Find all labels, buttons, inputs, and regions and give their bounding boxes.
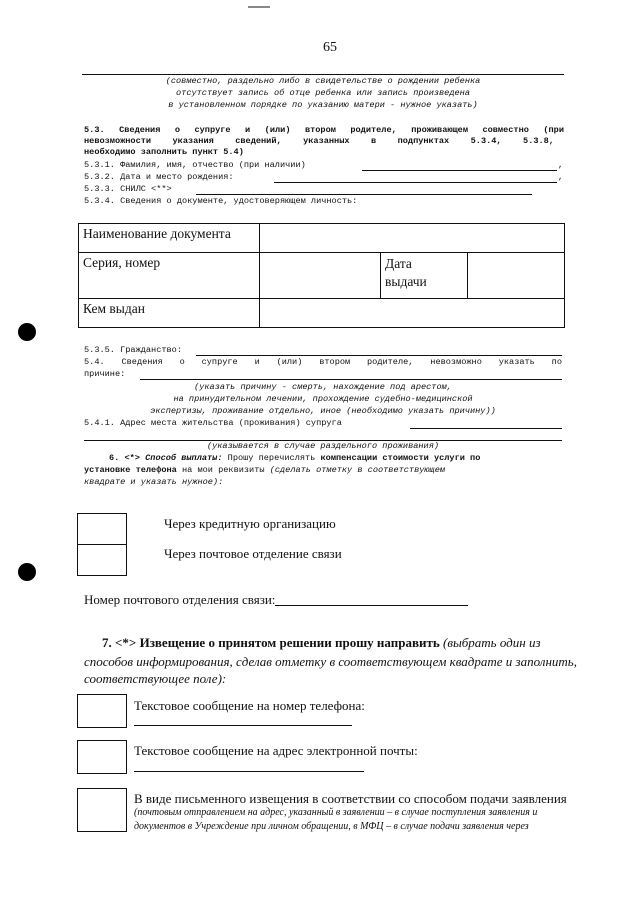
- sec-7-hint-c: соответствующее поле):: [84, 671, 227, 686]
- sec-7-number: 7.: [102, 635, 112, 650]
- written-option-note-2: документов в Учреждение при личном обращении, в МФЦ – в случае подачи заявления через: [134, 821, 529, 832]
- sec-5-4-line-1: 5.4. Сведения о супруге и (или) втором родителе, невозможно указать по: [84, 357, 562, 367]
- phone-line[interactable]: [134, 725, 352, 726]
- document-name-label: Наименование документа: [79, 224, 260, 253]
- field-5-3-1-line[interactable]: [362, 170, 557, 171]
- reason-note-1: (указать причину - смерть, нахождение под арестом,: [194, 382, 452, 392]
- email-checkbox[interactable]: [77, 740, 127, 774]
- sec-7-line-1: [84, 635, 579, 651]
- sec-6-text-d: на мои реквизиты: [182, 465, 265, 475]
- identity-document-table: [78, 223, 565, 328]
- sec-7-title: Извещение о принятом решении прошу направить: [139, 635, 440, 650]
- spouse-address-line[interactable]: [410, 428, 562, 429]
- field-5-3-4-label: 5.3.4. Сведения о документе, удостоверяющем личность:: [84, 196, 358, 206]
- hole-punch-mark: [18, 323, 36, 341]
- issue-date-label: [381, 253, 468, 299]
- credit-org-label: Через кредитную организацию: [164, 516, 336, 531]
- sec-6-number: 6. <*>: [109, 453, 140, 463]
- issue-date-cell[interactable]: [468, 253, 565, 299]
- field-5-3-1-label: 5.3.1. Фамилия, имя, отчество (при наличии): [84, 160, 306, 170]
- issued-by-cell[interactable]: [260, 299, 565, 328]
- post-office-checkbox[interactable]: [77, 544, 127, 576]
- phone-option-label: Текстовое сообщение на номер телефона:: [134, 698, 365, 713]
- email-line[interactable]: [134, 771, 364, 772]
- field-5-3-3-line[interactable]: [196, 194, 532, 195]
- citizenship-label: 5.3.5. Гражданство:: [84, 345, 182, 355]
- field-5-3-2-label: 5.3.2. Дата и место рождения:: [84, 172, 234, 182]
- sec-6-text-b: компенсации стоимости услуги по: [320, 453, 481, 463]
- sec-7-hint-b: способов информирования, сделав отметку в соответствующем квадрате и заполнить,: [84, 654, 577, 669]
- credit-org-checkbox[interactable]: [77, 513, 127, 545]
- reason-note-2: на принудительном лечении, прохождение судебно-медицинской: [173, 394, 473, 404]
- issue-date-label-1: Дата: [385, 256, 412, 271]
- post-number-label: Номер почтового отделения связи:: [84, 592, 276, 607]
- sec-5-3-title-line-2: невозможности указания сведений, указанных в подпунктах 5.3.4, 5.3.8,: [84, 136, 554, 146]
- sec-7-marker: <*>: [115, 635, 137, 650]
- reason-note-3: экспертизы, проживание отдельно, иное (необходимо указать причину)): [150, 406, 496, 416]
- written-option-label: В виде письменного извещения в соответствии со способом подачи заявления: [134, 791, 567, 806]
- sec-6-title: Способ выплаты:: [145, 453, 223, 463]
- header-note-line-3: в установленном порядке по указанию матери - нужное указать): [168, 100, 478, 110]
- issue-date-label-2: выдачи: [385, 274, 427, 289]
- sec-6-text-a: Прошу перечислять: [227, 453, 316, 463]
- sec-6-text-c: установке телефона: [84, 465, 177, 475]
- document-name-cell[interactable]: [260, 224, 565, 253]
- spouse-address-note: (указывается в случае раздельного проживания): [206, 441, 440, 451]
- sec-5-3-title-line-3: необходимо заполнить пункт 5.4): [84, 147, 244, 157]
- sec-5-4-line-2: причине:: [84, 369, 126, 379]
- reason-line[interactable]: [140, 379, 562, 380]
- sec-6-text-f: квадрате и указать нужное):: [84, 477, 224, 487]
- issued-by-label: Кем выдан: [79, 299, 260, 328]
- scan-artifact: [248, 6, 270, 8]
- header-note-line-1: (совместно, раздельно либо в свидетельстве о рождении ребенка: [165, 76, 481, 86]
- post-office-label: Через почтовое отделение связи: [164, 546, 342, 561]
- sec-6-line-1: [84, 453, 562, 464]
- field-5-3-3-label: 5.3.3. СНИЛС <**>: [84, 184, 172, 194]
- header-note-line-2: отсутствует запись об отце ребенка или запись произведена: [176, 88, 470, 98]
- comma: ,: [558, 172, 564, 182]
- comma: ,: [558, 160, 564, 170]
- sec-5-3-title-line-1: 5.3. Сведения о супруге и (или) втором родителе, проживающем совместно (при: [84, 125, 564, 135]
- citizenship-line[interactable]: [196, 355, 562, 356]
- field-5-3-2-line[interactable]: [274, 182, 557, 183]
- written-option-note-1: (почтовым отправлением на адрес, указанный в заявлении – в случае поступления заявления и: [134, 807, 538, 818]
- post-number-line[interactable]: [275, 605, 468, 606]
- phone-checkbox[interactable]: [77, 694, 127, 728]
- spouse-address-label: 5.4.1. Адрес места жительства (проживания) супруга: [84, 418, 342, 428]
- sec-6-line-2: [84, 465, 562, 476]
- sec-7-hint-a: (выбрать один из: [442, 635, 541, 650]
- page-number: 65: [323, 40, 337, 55]
- series-number-cell[interactable]: [260, 253, 381, 299]
- series-number-label: Серия, номер: [79, 253, 260, 299]
- hole-punch-mark: [18, 563, 36, 581]
- sec-6-text-e: (сделать отметку в соответствующем: [269, 465, 446, 475]
- email-option-label: Текстовое сообщение на адрес электронной почты:: [134, 743, 418, 758]
- written-notice-checkbox[interactable]: [77, 788, 127, 832]
- header-rule: [82, 74, 564, 75]
